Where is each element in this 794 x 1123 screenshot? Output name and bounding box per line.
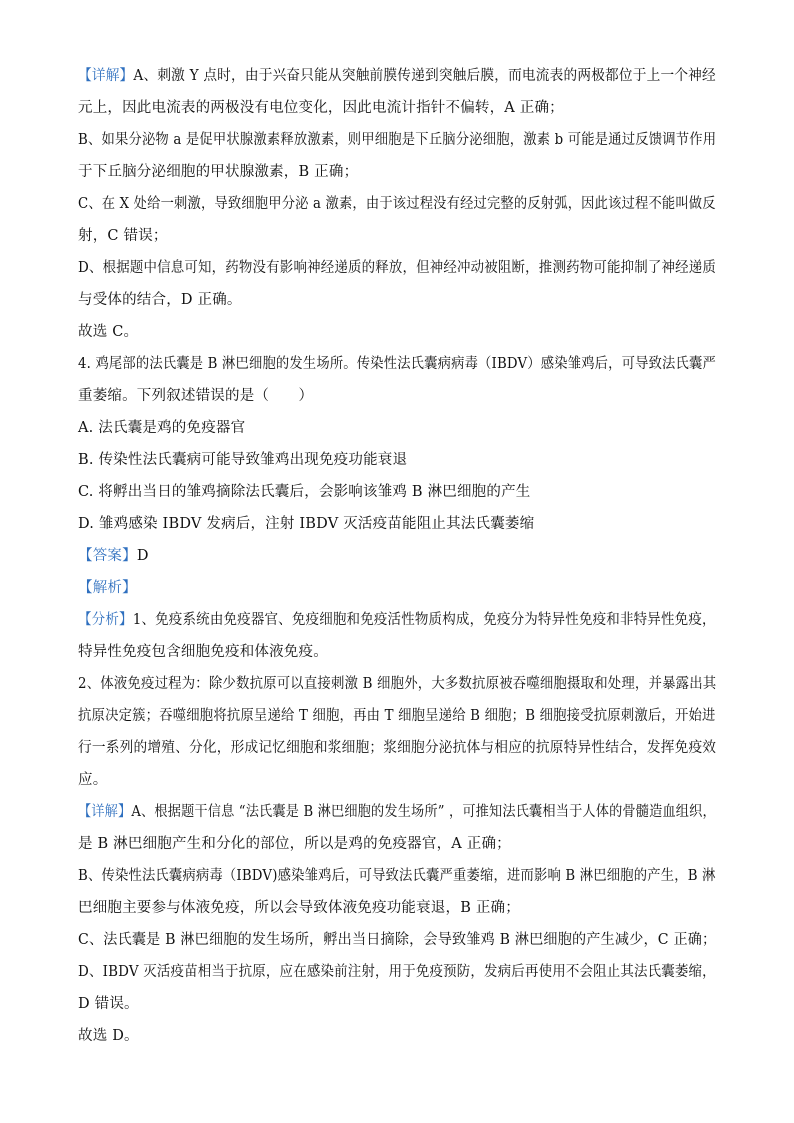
detail-line: 于下丘脑分泌细胞的甲状腺激素，B 正确； [78, 164, 359, 180]
option-b: B. 传染性法氏囊病可能导致雏鸡出现免疫功能衰退 [78, 452, 408, 468]
question-stem: 4. 鸡尾部的法氏囊是 B 淋巴细胞的发生场所。传染性法氏囊病病毒（IBDV）感染雏鸡后，可导致法氏囊严 [78, 356, 716, 372]
answer-tag: 【答案】 [78, 548, 137, 564]
detail-line: C、在 X 处给一刺激，导致细胞甲分泌 a 激素，由于该过程没有经过完整的反射弧，因此该过程不能叫做反 [78, 196, 716, 212]
question-stem: 重萎缩。下列叙述错误的是（ ） [78, 388, 314, 404]
detail-line: D、根据题中信息可知，药物没有影响神经递质的释放，但神经冲动被阻断，推测药物可能抑制了神经递质 [78, 260, 717, 276]
detail-line: D 错误。 [78, 996, 139, 1012]
analysis-line: 抗原决定簇；吞噬细胞将抗原呈递给 T 细胞，再由 T 细胞呈递给 B 细胞；B 细胞接受抗原刺激后，开始进 [78, 708, 716, 724]
detail-line: 与受体的结合，D 正确。 [78, 292, 242, 308]
answer-line [78, 546, 149, 566]
detail-line: 【详解】A、刺激 Y 点时，由于兴奋只能从突触前膜传递到突触后膜，而电流表的两极都位于上一个神经 [78, 68, 716, 84]
detail-line: D、IBDV 灭活疫苗相当于抗原，应在感染前注射，用于免疫预防，发病后再使用不会阻止其法氏囊萎缩， [78, 964, 716, 980]
analysis-line: 【分析】1、免疫系统由免疫器官、免疫细胞和免疫活性物质构成，免疫分为特异性免疫和非特异性免疫， [78, 612, 716, 628]
detail-line: 射，C 错误； [78, 228, 168, 244]
analysis-line: 行一系列的增殖、分化，形成记忆细胞和浆细胞；浆细胞分泌抗体与相应的抗原特异性结合，发挥免疫效 [78, 740, 717, 756]
detail-line: C、法氏囊是 B 淋巴细胞的发生场所，孵出当日摘除，会导致雏鸡 B 淋巴细胞的产生减少，C 正确； [78, 932, 717, 948]
detail-line: 是 B 淋巴细胞产生和分化的部位，所以是鸡的免疫器官，A 正确； [78, 836, 511, 852]
analysis-heading: 【解析】 [78, 580, 137, 596]
answer-value: D [136, 548, 149, 564]
detail-line: 巴细胞主要参与体液免疫，所以会导致体液免疫功能衰退，B 正确； [78, 900, 520, 916]
detail-line: B、如果分泌物 a 是促甲状腺激素释放激素，则甲细胞是下丘脑分泌细胞，激素 b 可能是通过反馈调节作用 [78, 132, 717, 148]
detail-tag: 【详解】 [78, 804, 132, 820]
detail-line: B、传染性法氏囊病病毒（IBDV)感染雏鸡后，可导致法氏囊严重萎缩，进而影响 B 淋巴细胞的产生，B 淋 [78, 868, 716, 884]
detail-tag: 【详解】 [78, 68, 134, 84]
analysis-line: 特异性免疫包含细胞免疫和体液免疫。 [78, 644, 328, 660]
detail-line: 元上，因此电流表的两极没有电位变化，因此电流计指针不偏转，A 正确； [78, 100, 564, 116]
analysis-line: 应。 [78, 772, 108, 788]
analysis-line: 2、体液免疫过程为：除少数抗原可以直接刺激 B 细胞外，大多数抗原被吞噬细胞摄取和处理，并暴露出其 [78, 676, 717, 692]
option-d: D. 雏鸡感染 IBDV 发病后，注射 IBDV 灭活疫苗能阻止其法氏囊萎缩 [78, 516, 535, 532]
analysis-tag: 【分析】 [78, 612, 133, 628]
option-a: A. 法氏囊是鸡的免疫器官 [78, 420, 246, 436]
conclusion-line: 故选 D。 [78, 1028, 139, 1044]
conclusion-line: 故选 C。 [78, 324, 139, 340]
option-c: C. 将孵出当日的雏鸡摘除法氏囊后，会影响该雏鸡 B 淋巴细胞的产生 [78, 484, 531, 500]
detail-line: 【详解】A、根据题干信息 “法氏囊是 B 淋巴细胞的发生场所” ，可推知法氏囊相当于人体的骨髓造血组织， [78, 804, 716, 820]
